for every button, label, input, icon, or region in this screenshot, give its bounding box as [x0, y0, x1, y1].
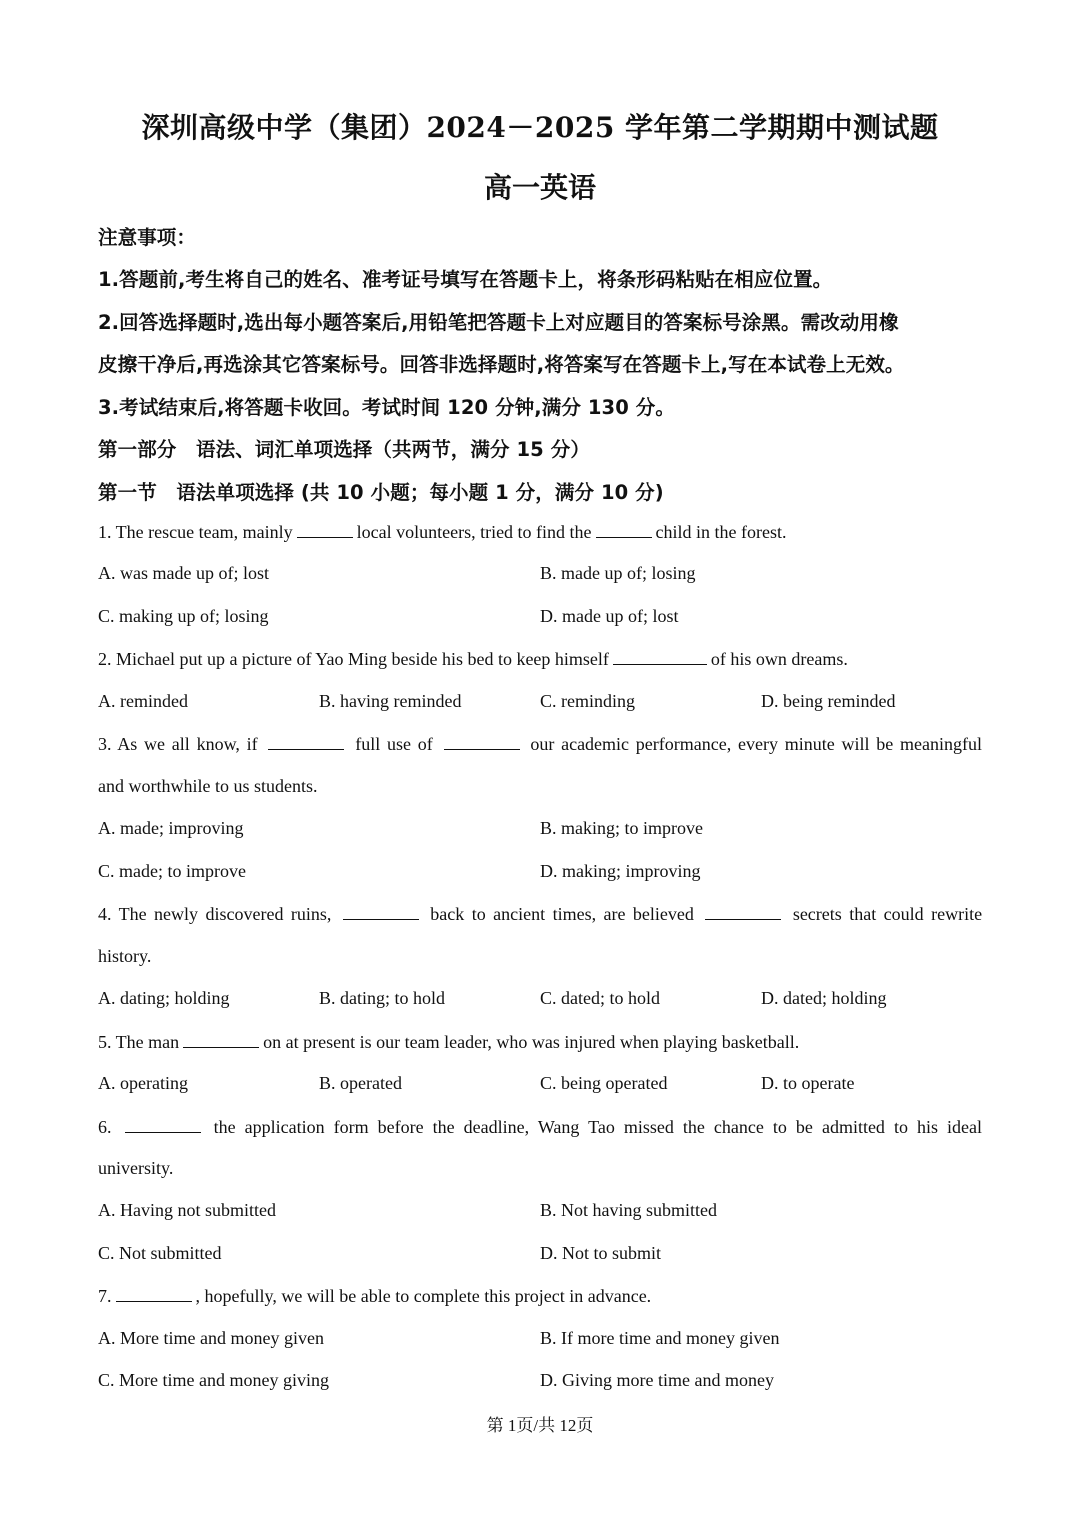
answer-blank: [116, 1285, 192, 1302]
question-6-continued: university.: [98, 1158, 174, 1178]
answer-blank: [705, 903, 781, 920]
option-d: D. made up of; lost: [540, 606, 679, 626]
option-d: D. to operate: [761, 1073, 855, 1093]
option-b: B. dating; to hold: [319, 988, 445, 1008]
option-a: A. operating: [98, 1073, 188, 1093]
page-number: 第 1页/共 12页: [486, 1416, 594, 1435]
question-3: [98, 733, 982, 755]
note-item-2-line-2: 皮擦干净后,再选涂其它答案标号。回答非选择题时,将答案写在答题卡上,写在本试卷上无效。: [98, 353, 905, 376]
option-b: B. If more time and money given: [540, 1328, 780, 1348]
option-c: C. being operated: [540, 1073, 668, 1093]
option-b: B. Not having submitted: [540, 1200, 717, 1220]
exam-title: 深圳高级中学（集团）2024－2025 学年第二学期期中测试题: [141, 111, 939, 144]
notes-heading: 注意事项：: [98, 226, 197, 249]
question-3-text: our academic performance, every minute will be meaningful: [530, 734, 983, 754]
option-b: B. operated: [319, 1073, 402, 1093]
option-a: A. was made up of; lost: [98, 563, 269, 583]
option-b: B. having reminded: [319, 691, 462, 711]
section-heading: 第一节 语法单项选择 (共 10 小题；每小题 1 分，满分 10 分): [98, 481, 664, 504]
question-5-text: on at present is our team leader, who was injured when playing basketball.: [263, 1032, 800, 1052]
question-3-continued: and worthwhile to us students.: [98, 776, 318, 796]
note-item-1: 1.答题前,考生将自己的姓名、准考证号填写在答题卡上，将条形码粘贴在相应位置。: [98, 268, 833, 291]
question-2-text: of his own dreams.: [710, 649, 848, 669]
question-4: [98, 903, 982, 925]
option-a: A. reminded: [98, 691, 188, 711]
answer-blank: [444, 733, 520, 750]
option-a: A. made; improving: [98, 818, 244, 838]
question-7: [98, 1285, 982, 1307]
question-4-text: back to ancient times, are believed: [430, 904, 694, 924]
option-a: A. Having not submitted: [98, 1200, 276, 1220]
question-2-text: 2. Michael put up a picture of Yao Ming beside his bed to keep himself: [98, 649, 609, 669]
option-c: C. made; to improve: [98, 861, 246, 881]
option-d: D. dated; holding: [761, 988, 887, 1008]
question-1: [98, 521, 982, 543]
answer-blank: [613, 648, 707, 665]
option-a: A. dating; holding: [98, 988, 230, 1008]
question-6: [98, 1116, 982, 1138]
answer-blank: [297, 521, 353, 538]
option-c: C. dated; to hold: [540, 988, 660, 1008]
question-4-continued: history.: [98, 946, 152, 966]
part-heading: 第一部分 语法、词汇单项选择（共两节，满分 15 分）: [98, 438, 590, 461]
option-d: D. Giving more time and money: [540, 1370, 774, 1390]
option-c: C. More time and money giving: [98, 1370, 329, 1390]
note-item-2-line-1: 2.回答选择题时,选出每小题答案后,用铅笔把答题卡上对应题目的答案标号涂黑。需改动用橡: [98, 311, 899, 334]
option-c: C. making up of; losing: [98, 606, 269, 626]
option-d: D. being reminded: [761, 691, 896, 711]
option-b: B. making; to improve: [540, 818, 703, 838]
question-3-text: 3. As we all know, if: [98, 734, 258, 754]
question-1-text: local volunteers, tried to find the: [356, 522, 592, 542]
answer-blank: [125, 1116, 201, 1133]
question-5: [98, 1031, 982, 1053]
question-1-text: child in the forest.: [655, 522, 787, 542]
note-item-3: 3.考试结束后,将答题卡收回。考试时间 120 分钟,满分 130 分。: [98, 396, 675, 419]
option-b: B. made up of; losing: [540, 563, 696, 583]
question-3-text: full use of: [355, 734, 433, 754]
question-2: [98, 648, 982, 670]
option-c: C. Not submitted: [98, 1243, 222, 1263]
option-d: D. Not to submit: [540, 1243, 662, 1263]
question-6-text: the application form before the deadline, Wang Tao missed the chance to be admitted to his ideal: [213, 1117, 983, 1137]
answer-blank: [343, 903, 419, 920]
exam-subject: 高一英语: [483, 171, 596, 204]
question-6-text: 6.: [98, 1117, 112, 1137]
question-5-text: 5. The man: [98, 1032, 180, 1052]
option-a: A. More time and money given: [98, 1328, 324, 1348]
answer-blank: [183, 1031, 259, 1048]
question-4-text: secrets that could rewrite: [792, 904, 983, 924]
answer-blank: [268, 733, 344, 750]
question-7-text: , hopefully, we will be able to complete this project in advance.: [195, 1286, 652, 1306]
question-1-text: 1. The rescue team, mainly: [98, 522, 293, 542]
option-c: C. reminding: [540, 691, 635, 711]
question-4-text: 4. The newly discovered ruins,: [98, 904, 332, 924]
option-d: D. making; improving: [540, 861, 701, 881]
question-7-text: 7.: [98, 1286, 112, 1306]
answer-blank: [596, 521, 652, 538]
